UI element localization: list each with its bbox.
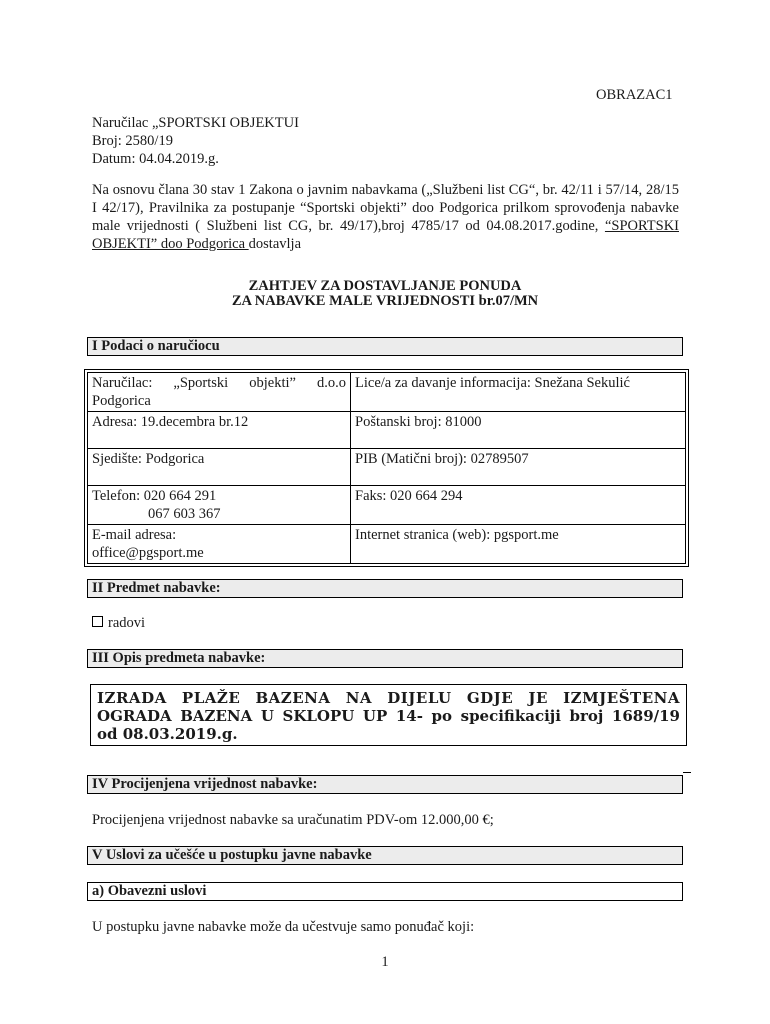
fax-cell: Faks: 020 664 294 xyxy=(351,486,686,525)
client-line-2: Podgorica xyxy=(92,393,151,409)
section-5-heading: V Uslovi za učešće u postupku javne nabavke xyxy=(87,846,683,865)
document-date: Datum: 04.04.2019.g. xyxy=(92,151,219,167)
web-cell: Internet stranica (web): pgsport.me xyxy=(351,525,686,564)
email-label: E-mail adresa: xyxy=(92,527,177,543)
address-cell: Adresa: 19.decembra br.12 xyxy=(88,412,351,449)
section-4-heading: IV Procijenjena vrijednost nabavke: xyxy=(87,775,683,794)
section-1-heading: I Podaci o naručiocu xyxy=(87,337,683,356)
seat-cell: Sjedište: Podgorica xyxy=(88,449,351,486)
description-line-3: od 08.03.2019.g. xyxy=(97,725,238,743)
intro-tail: dostavlja xyxy=(248,236,302,252)
procurement-description xyxy=(90,684,687,746)
page-number: 1 xyxy=(381,954,389,970)
phone-2: 067 603 367 xyxy=(148,506,221,522)
client-info-table xyxy=(87,372,686,564)
checkbox-icon xyxy=(92,616,103,627)
email-value: office@pgsport.me xyxy=(92,545,204,561)
postal-cell: Poštanski broj: 81000 xyxy=(351,412,686,449)
contact-cell: Lice/a za davanje informacija: Snežana Sekulić xyxy=(351,373,686,412)
client-name: Naručilac „SPORTSKI OBJEKTUI xyxy=(92,115,299,131)
description-line-1: IZRADA PLAŽE BAZENA NA DIJELU GDJE JE IZMJEŠTENA xyxy=(97,689,680,707)
form-label: OBRAZAC1 xyxy=(596,87,673,103)
document-number: Broj: 2580/19 xyxy=(92,133,173,149)
title-line-1: ZAHTJEV ZA DOSTAVLJANJE PONUDA xyxy=(248,278,522,294)
phone-1: Telefon: 020 664 291 xyxy=(92,488,217,504)
description-line-2: OGRADA BAZENA U SKLOPU UP 14- po specifikaciji broj 1689/19 xyxy=(97,707,680,725)
section-2-heading: II Predmet nabavke: xyxy=(87,579,683,598)
intro-underlined: “SPORTSKI OBJEKTI” doo Podgorica xyxy=(92,218,679,252)
phone-cell xyxy=(88,486,351,525)
intro-paragraph xyxy=(92,181,679,253)
section-5a-heading xyxy=(87,882,683,901)
intro-text: Na osnovu člana 30 stav 1 Zakona o javnim nabavkama („Službeni list CG“, br. 42/11 i 57/14, 28/15 I 42/17), Pravilnika za postupanje “Sportski objekti” doo Podgorica prilkom sprovođenja nabavke male vrijednosti ( Službeni list CG, br. 49/17),broj 4785/17 od 04.08.2017.godine, xyxy=(92,182,679,234)
section-3-heading: III Opis predmeta nabavke: xyxy=(87,649,683,668)
client-cell xyxy=(88,373,351,412)
title-line-2: ZA NABAVKE MALE VRIJEDNOSTI br.07/MN xyxy=(231,293,539,309)
pib-cell: PIB (Matični broj): 02789507 xyxy=(351,449,686,486)
conditions-text: U postupku javne nabavke može da učestvuje samo ponuđač koji: xyxy=(92,919,475,935)
client-line-1: Naručilac: „Sportski objekti” d.o.o xyxy=(92,375,346,391)
email-cell xyxy=(88,525,351,564)
estimated-value: Procijenjena vrijednost nabavke sa uračunatim PDV-om 12.000,00 €; xyxy=(92,812,494,828)
section-5a-text: a) Obavezni uslovi xyxy=(92,883,207,899)
divider xyxy=(683,772,691,773)
subject-option xyxy=(92,615,145,632)
subject-option-label: radovi xyxy=(108,615,146,631)
